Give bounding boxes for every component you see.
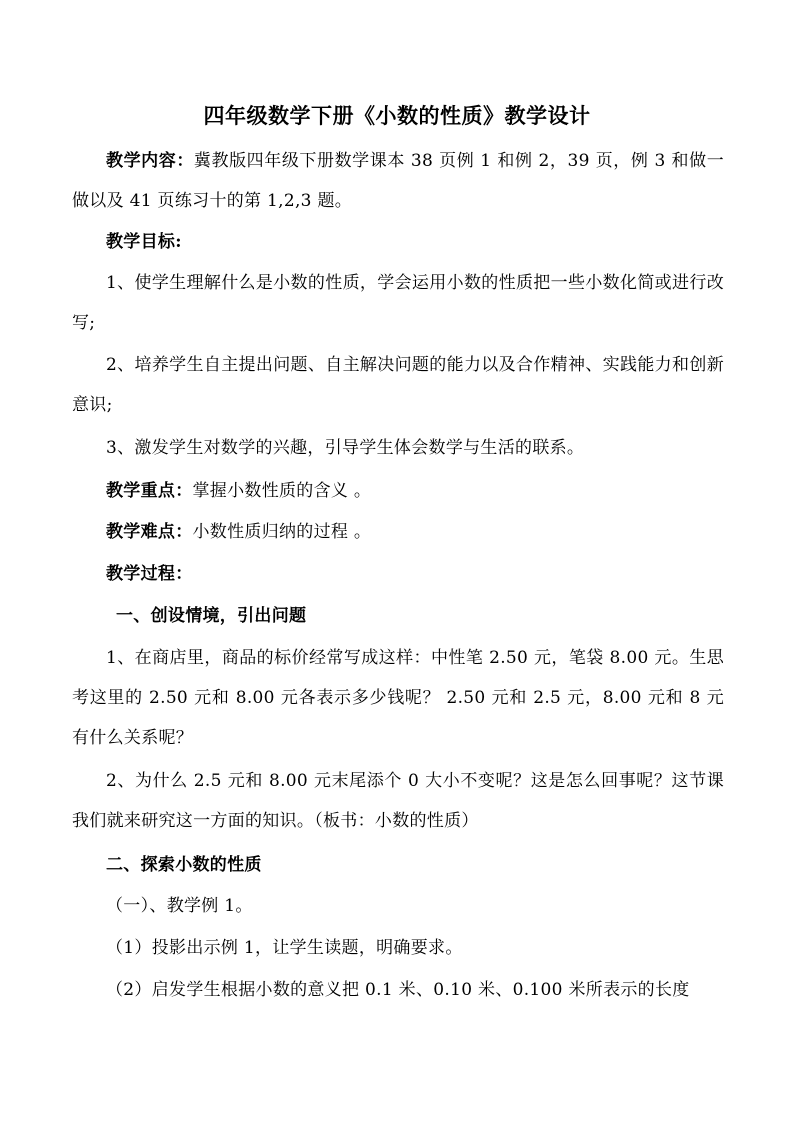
step-paragraph: （2）启发学生根据小数的意义把 0.1 米、0.10 米、0.100 米所表示的长度 [106, 980, 690, 1000]
teaching-goal-item: 2、培养学生自主提出问题、自主解决问题的能力以及合作精神、实践能力和创新意识; [72, 355, 724, 415]
sub-heading: （一）、教学例 1。 [106, 896, 253, 916]
key-point-paragraph [72, 471, 724, 511]
key-point-label: 教学重点： [106, 481, 193, 501]
section-heading: 一、创设情境，引出问题 [116, 606, 307, 626]
body-paragraph: 1、在商店里，商品的标价经常写成这样：中性笔 2.50 元，笔袋 8.00 元。生思考这里的 2.50 元和 8.00 元各表示多少钱呢？ 2.50 元和 2.5 元，8.00 元和 8 元有什么关系呢？ [72, 648, 724, 748]
teaching-content-paragraph [72, 141, 724, 221]
teaching-goals-heading: 教学目标: [106, 232, 182, 252]
step-paragraph: （1）投影出示例 1，让学生读题，明确要求。 [106, 938, 463, 958]
key-point-text: 掌握小数性质的含义 。 [192, 481, 372, 501]
section-heading: 二、探索小数的性质 [106, 855, 262, 875]
teaching-goal-item: 3、激发学生对数学的兴趣，引导学生体会数学与生活的联系。 [106, 438, 585, 458]
difficulty-label: 教学难点： [106, 522, 193, 542]
teaching-content-text: 冀教版四年级下册数学课本 38 页例 1 和例 2，39 页，例 3 和做一做以及 41 页练习十的第 1,2,3 题。 [72, 151, 725, 211]
teaching-process-heading: 教学过程： [106, 564, 193, 584]
difficulty-text: 小数性质归纳的过程 。 [192, 522, 372, 542]
document-title: 四年级数学下册《小数的性质》教学设计 [203, 103, 591, 128]
teaching-content-label: 教学内容： [106, 151, 194, 171]
difficulty-paragraph [72, 512, 724, 552]
teaching-goal-item: 1、使学生理解什么是小数的性质，学会运用小数的性质把一些小数化简或进行改写; [72, 273, 724, 333]
body-paragraph: 2、为什么 2.5 元和 8.00 元末尾添个 0 大小不变呢？这是怎么回事呢？这节课我们就来研究这一方面的知识。（板书：小数的性质） [72, 771, 724, 831]
